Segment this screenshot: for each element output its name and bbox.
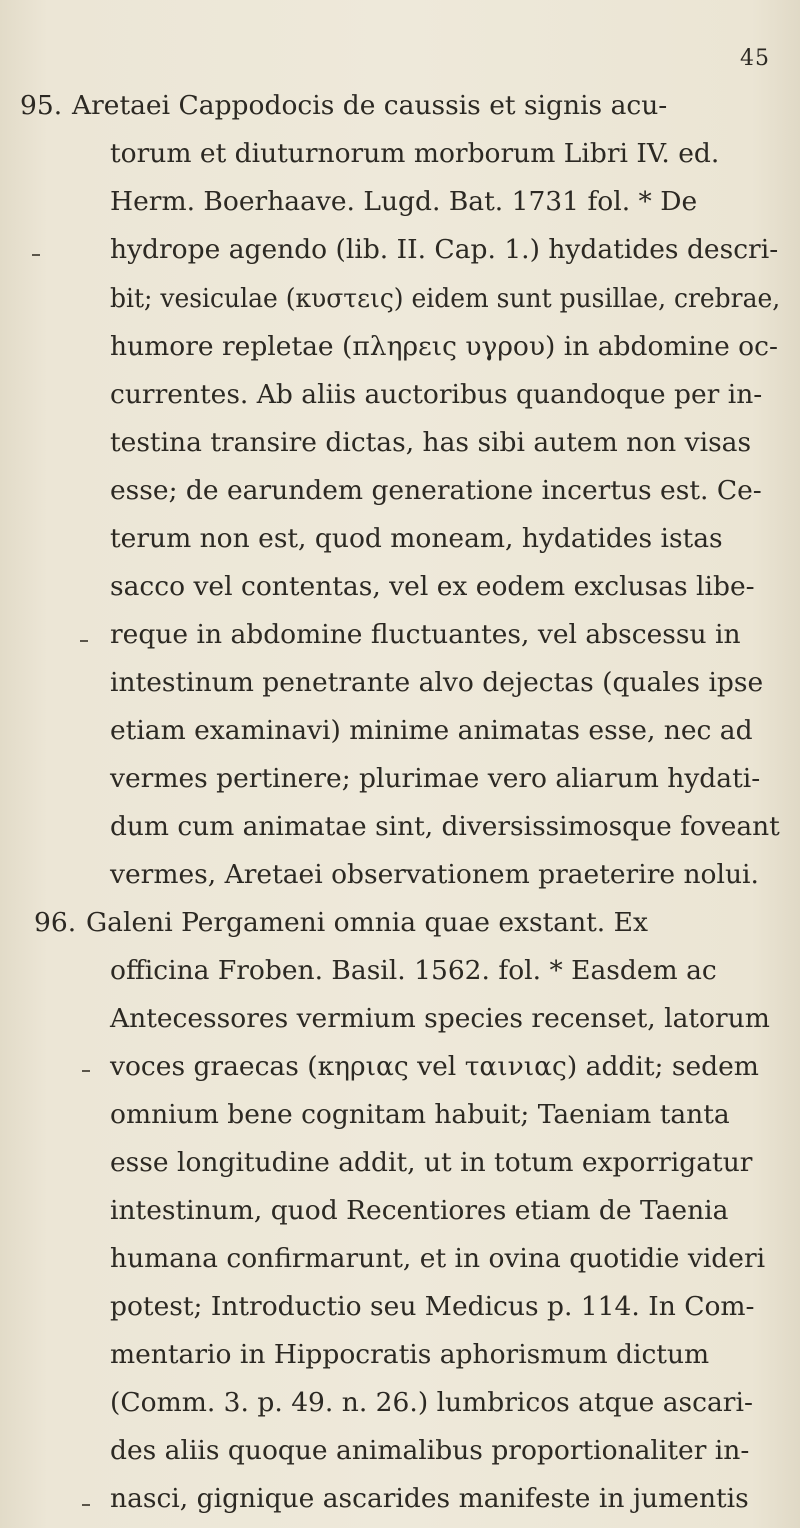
text-line: bit; vesiculae (κυστεις) eidem sunt pusillae, crebrae, [110, 283, 781, 314]
text-line: etiam examinavi) minime animatas esse, nec ad [110, 715, 753, 746]
text-line: potest; Introductio seu Medicus p. 114. In Com- [110, 1291, 755, 1322]
margin-mark [82, 1504, 90, 1506]
margin-mark [80, 640, 88, 642]
text-line: mentario in Hippocratis aphorismum dictum [110, 1339, 710, 1370]
text-line: voces graecas (κηριας vel ταινιας) addit; sedem [110, 1051, 759, 1082]
text-line: testina transire dictas, has sibi autem non visas [110, 427, 752, 458]
text-line: esse; de earundem generatione incertus est. Ce- [110, 475, 762, 506]
text-line: vermes, Aretaei observationem praeterire nolui. [110, 859, 759, 890]
text-line: currentes. Ab aliis auctoribus quandoque per in- [110, 379, 763, 410]
text-line: esse longitudine addit, ut in totum exporrigatur [110, 1147, 753, 1178]
text-line: torum et diuturnorum morborum Libri IV. ed. [110, 138, 720, 169]
text-line: reque in abdomine fluctuantes, vel abscessu in [110, 619, 741, 650]
text-line: intestinum penetrante alvo dejectas (quales ipse [110, 667, 764, 698]
text-line: (Comm. 3. p. 49. n. 26.) lumbricos atque ascari- [110, 1387, 753, 1418]
text-line: Antecessores vermium species recenset, latorum [110, 1003, 770, 1034]
entry-number: 95. [20, 90, 63, 121]
text-line: Herm. Boerhaave. Lugd. Bat. 1731 fol. * De [110, 186, 698, 217]
text-line: terum non est, quod moneam, hydatides istas [110, 523, 723, 554]
text-line: vermes pertinere; plurimae vero aliarum hydati- [110, 763, 761, 794]
text-line: dum cum animatae sint, diversissimosque foveant [110, 811, 780, 842]
margin-mark [82, 1070, 90, 1072]
margin-mark [32, 254, 40, 256]
text-line: officina Froben. Basil. 1562. fol. * Easdem ac [110, 955, 717, 986]
text-line: hydrope agendo (lib. II. Cap. 1.) hydatides descri- [110, 234, 779, 265]
text-line: Aretaei Cappodocis de caussis et signis acu- [72, 90, 668, 121]
entry-number: 96. [34, 907, 77, 938]
page-number: 45 [740, 46, 770, 71]
text-line: Galeni Pergameni omnia quae exstant. Ex [86, 907, 648, 938]
text-line: intestinum, quod Recentiores etiam de Taenia [110, 1195, 729, 1226]
text-line: des aliis quoque animalibus proportionaliter in- [110, 1435, 750, 1466]
text-line: humore repletae (πληρεις υγρου) in abdomine oc- [110, 331, 778, 362]
text-line: nasci, gignique ascarides manifeste in jumentis [110, 1483, 749, 1514]
text-line: sacco vel contentas, vel ex eodem exclusas libe- [110, 571, 755, 602]
text-line: humana confirmarunt, et in ovina quotidie videri [110, 1243, 766, 1274]
text-line: omnium bene cognitam habuit; Taeniam tanta [110, 1099, 730, 1130]
